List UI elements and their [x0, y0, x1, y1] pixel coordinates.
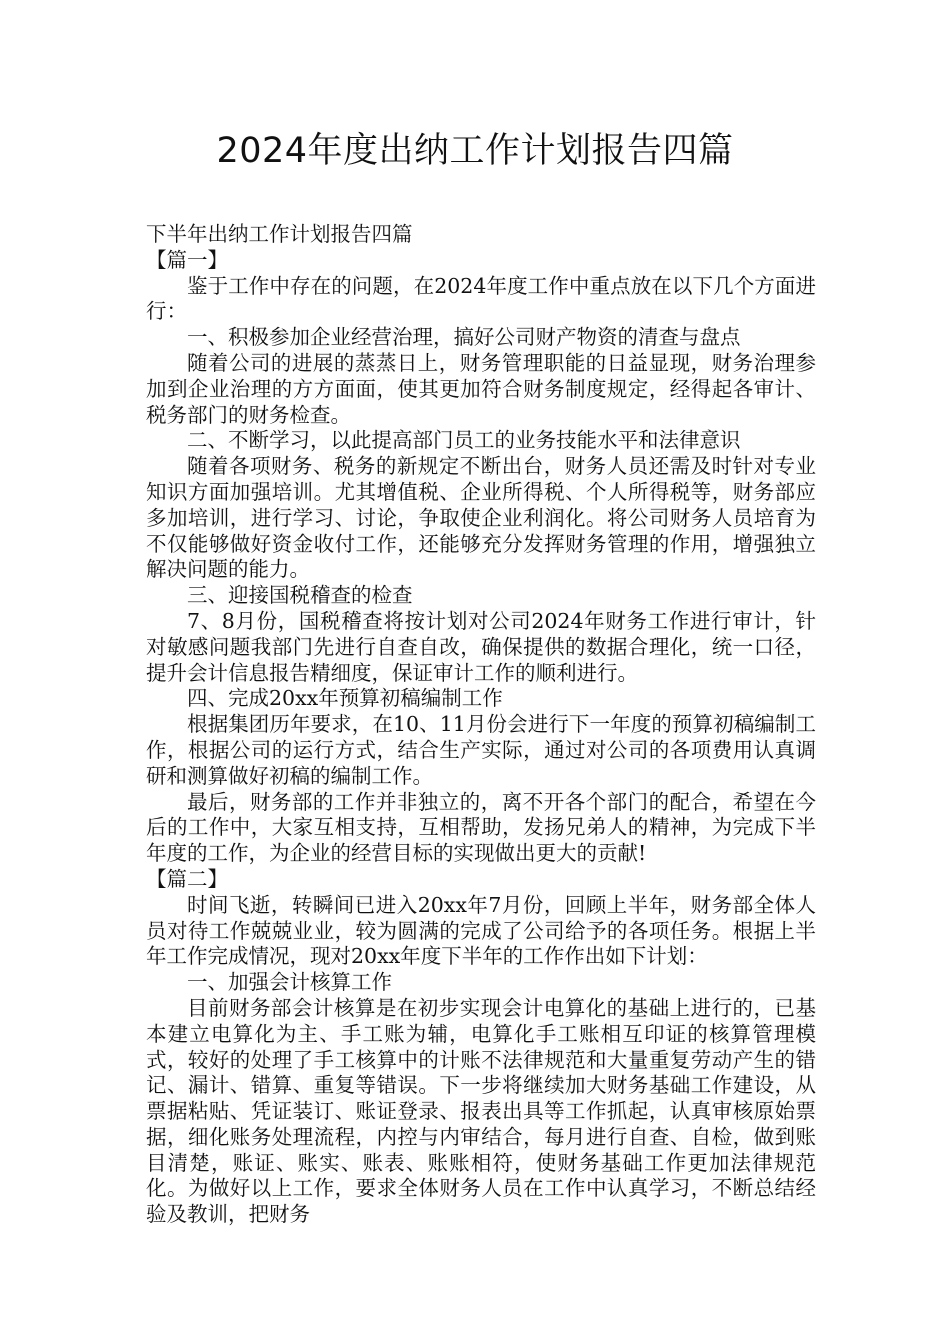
section-heading: 一、积极参加企业经营治理，搞好公司财产物资的清查与盘点: [187, 325, 741, 350]
paragraph: 时间飞逝，转瞬间已进入20xx年7月份，回顾上半年，财务部全体人员对待工作兢兢业业，较为圆满的完成了公司给予的各项任务。根据上半年工作完成情况，现对20xx年度下半年的工作作出如下计划：: [146, 892, 816, 969]
paragraph: 目前财务部会计核算是在初步实现会计电算化的基础上进行的，已基本建立电算化为主、手工账为辅，电算化手工账相互印证的核算管理模式，较好的处理了手工核算中的计账不法律规范和大量重复劳动产生的错记、漏计、错算、重复等错误。下一步将继续加大财务基础工作建设，从票据粘贴、凭证装订、账证登录、报表出具等工作抓起，认真审核原始票据，细化账务处理流程，内控与内审结合，每月进行自查、自检，做到账目清楚，账证、账实、账表、账账相符，使财务基础工作更加法律规范化。为做好以上工作，要求全体财务人员在工作中认真学习，不断总结经验及教训，把财务: [146, 995, 816, 1227]
paragraph: 鉴于工作中存在的问题，在2024年度工作中重点放在以下几个方面进行：: [146, 273, 816, 324]
section-label: 【篇一】: [146, 247, 228, 272]
section-heading: 一、加强会计核算工作: [187, 970, 392, 995]
document-subtitle: 下半年出纳工作计划报告四篇: [146, 222, 413, 246]
paragraph: 随着公司的进展的蒸蒸日上，财务管理职能的日益显现，财务治理参加到企业治理的方方面面，使其更加符合财务制度规定，经得起各审计、税务部门的财务检查。: [146, 350, 816, 427]
paragraph: 最后，财务部的工作并非独立的，离不开各个部门的配合，希望在今后的工作中，大家互相支持，互相帮助，发扬兄弟人的精神，为完成下半年度的工作，为企业的经营目标的实现做出更大的贡献!: [146, 789, 816, 866]
section-heading: 三、迎接国税稽查的检查: [187, 583, 413, 608]
document-title: 2024年度出纳工作计划报告四篇: [216, 131, 734, 171]
section-label: 【篇二】: [146, 866, 228, 891]
paragraph: 随着各项财务、税务的新规定不断出台，财务人员还需及时针对专业知识方面加强培训。尤其增值税、企业所得税、个人所得税等，财务部应多加培训，进行学习、讨论，争取使企业利润化。将公司财务人员培育为不仅能够做好资金收付工作，还能够充分发挥财务管理的作用，增强独立解决问题的能力。: [146, 454, 816, 582]
paragraph: 根据集团历年要求，在10、11月份会进行下一年度的预算初稿编制工作，根据公司的运行方式，结合生产实际，通过对公司的各项费用认真调研和测算做好初稿的编制工作。: [146, 712, 816, 788]
section-heading: 二、不断学习，以此提高部门员工的业务技能水平和法律意识: [187, 428, 741, 453]
document-body: [146, 222, 816, 1228]
section-heading: 四、完成20xx年预算初稿编制工作: [187, 686, 503, 711]
paragraph: 7、8月份，国税稽查将按计划对公司2024年财务工作进行审计，针对敏感问题我部门先进行自查自改，确保提供的数据合理化，统一口径，提升会计信息报告精细度，保证审计工作的顺利进行。: [146, 608, 816, 685]
